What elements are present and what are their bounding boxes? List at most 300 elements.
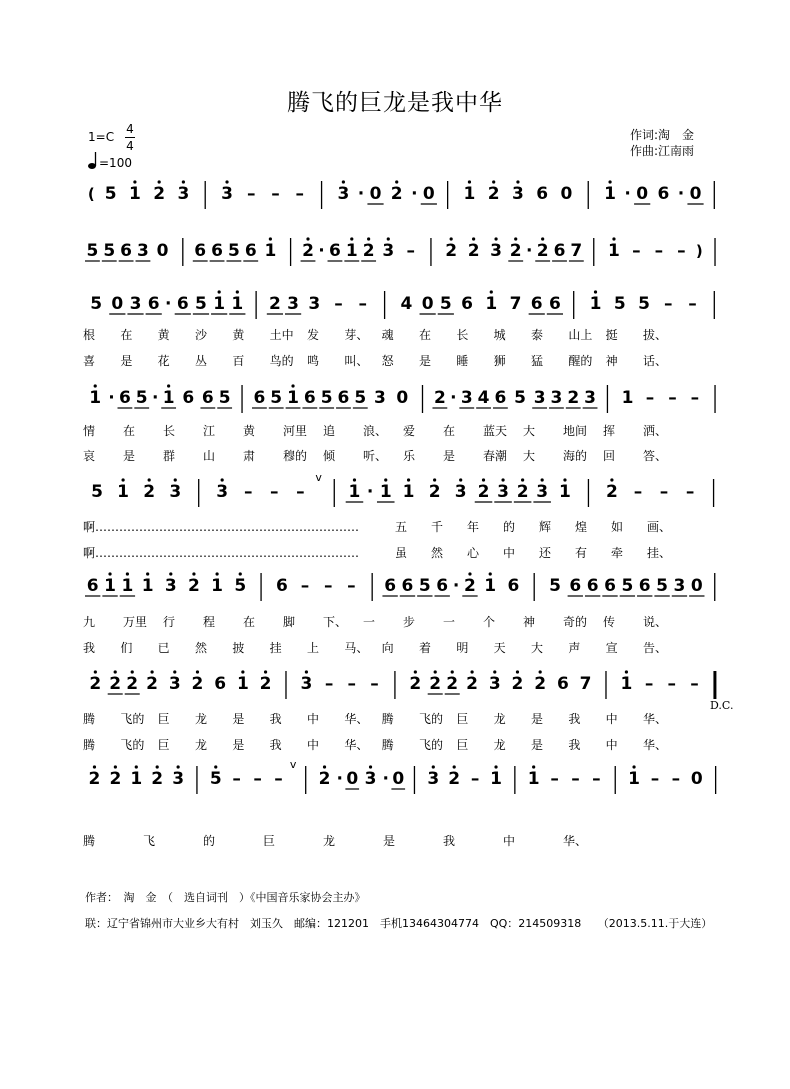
lyric-syllable: 是 (383, 834, 396, 848)
octave-dot (369, 765, 372, 768)
note: 3 (673, 576, 686, 596)
lyric-syllable: 是 (232, 712, 245, 726)
lyric-syllable: 我 (269, 712, 282, 726)
note: 1 (621, 388, 634, 408)
note: 6 (194, 241, 207, 261)
lyric-syllable: 个 (483, 615, 496, 629)
lyric-syllable: 肃 (243, 449, 256, 463)
note: 6 (201, 388, 214, 408)
lyric-syllable: 宣 (605, 641, 618, 655)
note: 3 (536, 482, 549, 502)
octave-dot (407, 478, 410, 481)
note: 2 (466, 674, 479, 694)
lyric-syllable: 在 (243, 615, 256, 629)
lyric-syllable: 腾 (381, 738, 394, 752)
note: 5 (209, 769, 222, 789)
dot-mark: · (452, 576, 460, 596)
note: 3 (584, 388, 596, 408)
note: 0 (346, 769, 359, 789)
lyric-syllable: 追 (323, 424, 336, 438)
lyric-syllable: 大 (523, 424, 536, 438)
lyric-syllable: 华、 (643, 712, 668, 726)
octave-dot (468, 180, 471, 183)
lyric-syllable: 是 (123, 449, 136, 463)
note: 1 (402, 482, 415, 502)
note: 5 (135, 388, 148, 408)
note: 2 (487, 184, 500, 204)
lyric-syllable: 沙 (195, 328, 208, 342)
dash-note: – (650, 769, 660, 789)
note: 6 (494, 388, 507, 408)
note: 1 (484, 576, 497, 596)
octave-dot (450, 237, 453, 240)
lyric-syllable: 泰 (531, 328, 544, 342)
note: 1 (264, 241, 277, 261)
note: 5 (354, 388, 367, 408)
dot-mark: · (165, 294, 172, 314)
note: 1 (589, 294, 602, 314)
note: 6 (604, 576, 616, 596)
lyric-syllable: 倾 (323, 449, 336, 463)
dot-mark: · (525, 241, 533, 261)
note: 2 (89, 674, 102, 694)
note: 3 (427, 769, 440, 789)
octave-dot (434, 670, 437, 673)
lyric-syllable: 天 (493, 641, 506, 655)
note: 2 (146, 674, 159, 694)
lyric-syllable: 五 (395, 520, 408, 534)
lyric-syllable: 神 (605, 354, 618, 368)
lyric-syllable: 龙 (195, 712, 208, 726)
lyric-syllable: 挂 (269, 641, 282, 655)
score-line-3 (80, 287, 730, 327)
note: 0 (392, 769, 405, 789)
note: 6 (244, 241, 257, 261)
dot-mark: · (411, 184, 418, 204)
note: 3 (287, 294, 300, 314)
lyric-row-10 (83, 736, 703, 754)
octave-dot (468, 572, 471, 575)
note: 1 (608, 241, 620, 261)
octave-dot (196, 670, 199, 673)
lyric-syllable: 中 (605, 738, 618, 752)
lyric-syllable: 巨 (157, 712, 170, 726)
lyric-syllable: 华、 (643, 738, 668, 752)
note: 0 (689, 184, 702, 204)
dash-note: – (632, 241, 641, 261)
lyric-syllable: 话、 (643, 354, 668, 368)
octave-dot (158, 180, 161, 183)
octave-dot (367, 237, 370, 240)
time-sig-top: 4 (126, 122, 134, 136)
score-line-8 (80, 758, 730, 802)
composer-credit: 作曲:江南雨 (630, 144, 695, 158)
octave-dot (122, 478, 125, 481)
note: 5 (218, 388, 231, 408)
note: 3 (164, 576, 177, 596)
note: 2 (143, 482, 156, 502)
lyric-row-9 (83, 710, 703, 728)
score-line-6 (80, 569, 730, 609)
note: 5 (270, 388, 283, 408)
note: 1 (379, 482, 392, 502)
note: 2 (445, 241, 458, 261)
dash-note: – (644, 674, 654, 694)
lyric-syllable: 鸣 (307, 354, 320, 368)
note: 6 (507, 576, 520, 596)
note: 1 (104, 576, 116, 596)
lyric-syllable: 明 (456, 641, 469, 655)
note: 2 (126, 674, 139, 694)
note: 3 (337, 184, 350, 204)
lyric-syllable: 腾 (83, 738, 96, 752)
note: 5 (638, 294, 650, 314)
note: 6 (329, 241, 341, 261)
note: 0 (560, 184, 573, 204)
lyric-syllable: 万里 (123, 615, 148, 629)
lyric-syllable: 行 (163, 615, 176, 629)
note: 1 (162, 388, 175, 408)
lyric-syllable: 哀 (83, 449, 96, 463)
lyric-syllable: 拔、 (643, 328, 668, 342)
lyric-syllable: 乐 (403, 449, 416, 463)
octave-dot (493, 670, 496, 673)
lyric-syllable: 喜 (83, 354, 96, 368)
octave-dot (594, 290, 597, 293)
note: 1 (485, 294, 498, 314)
note: 2 (362, 241, 375, 261)
lyric-syllable: 答、 (643, 449, 668, 463)
octave-dot (192, 572, 195, 575)
lyric-syllable: 狮 (493, 354, 506, 368)
lyric-syllable: 怒 (381, 354, 394, 368)
dash-note: – (406, 241, 415, 261)
note: 2 (567, 388, 580, 408)
lyric-syllable: 飞 (143, 834, 156, 848)
lyric-syllable: 向 (381, 641, 394, 655)
lyric-syllable: 黄 (157, 328, 170, 342)
note: 0 (111, 294, 124, 314)
note: 6 (275, 576, 288, 596)
note: 3 (168, 674, 181, 694)
lyric-syllable: 还 (539, 546, 552, 560)
octave-dot (148, 478, 151, 481)
note: 2 (188, 576, 200, 596)
note: 6 (461, 294, 473, 314)
lyric-syllable: 一 (363, 615, 376, 629)
octave-dot (625, 670, 628, 673)
lyric-syllable: 我 (568, 712, 581, 726)
lyric-row-2 (83, 352, 703, 370)
octave-dot (516, 670, 519, 673)
lyric-syllable: 城 (493, 328, 506, 342)
note: 3 (169, 482, 182, 502)
note: 1 (213, 294, 226, 314)
note: 4 (400, 294, 413, 314)
octave-dot (414, 670, 417, 673)
lyric-syllable: 牵 (611, 546, 624, 560)
octave-dot (451, 670, 454, 673)
note: 1 (117, 482, 130, 502)
note: 1 (628, 769, 640, 789)
octave-dot (521, 478, 524, 481)
lyric-syllable: 披 (232, 641, 245, 655)
lyric-syllable: 龙 (323, 834, 336, 848)
note: 2 (153, 184, 166, 204)
note: 1 (121, 576, 134, 596)
dash-note: – (270, 482, 279, 502)
score-line-7 (80, 667, 730, 707)
octave-dot (236, 290, 239, 293)
octave-dot (342, 180, 345, 183)
lyric-syllable: 大 (523, 449, 536, 463)
octave-dot (306, 237, 309, 240)
dot-mark: · (318, 241, 325, 261)
note: 5 (613, 294, 626, 314)
note: 1 (490, 769, 502, 789)
lyric-syllable: 在 (443, 424, 456, 438)
lyric-syllable: 龙 (493, 712, 506, 726)
dot-mark: · (151, 388, 159, 408)
note: 6 (536, 184, 549, 204)
lyric-syllable: 在 (123, 424, 136, 438)
dash-note: – (571, 769, 580, 789)
song-title: 腾飞的巨龙是我中华 (287, 90, 503, 116)
octave-dot (490, 290, 493, 293)
breath-mark: v (315, 471, 322, 484)
lyric-syllable: 巨 (263, 834, 276, 848)
note: ( (87, 185, 95, 203)
dot-mark: · (366, 482, 374, 502)
note: 3 (137, 241, 149, 261)
octave-dot (514, 237, 517, 240)
note: 1 (604, 184, 616, 204)
note: 6 (337, 388, 350, 408)
note: 6 (147, 294, 160, 314)
note: 3 (382, 241, 395, 261)
lyric-syllable: 中 (605, 712, 618, 726)
lyric-syllable: 千 (431, 520, 444, 534)
score-line-5 (80, 471, 730, 515)
lyric-syllable: 心 (467, 546, 480, 560)
octave-dot (470, 670, 473, 673)
note: 3 (490, 241, 502, 261)
dash-note: – (347, 576, 356, 596)
note: 3 (488, 674, 501, 694)
note: 1 (527, 769, 540, 789)
note: 1 (463, 184, 476, 204)
lyric-syllable: 飞的 (419, 712, 444, 726)
lyric-syllable: 海的 (563, 449, 588, 463)
lyric-syllable: 根 (83, 328, 96, 342)
dash-note: – (295, 184, 305, 204)
tempo-marking (87, 151, 132, 171)
note: 3 (216, 482, 229, 502)
lyric-syllable: 程 (203, 615, 216, 629)
note: 0 (396, 388, 409, 408)
dash-note: – (690, 388, 700, 408)
note: 6 (548, 294, 561, 314)
lyric-row-11 (83, 832, 703, 850)
note: 3 (373, 388, 386, 408)
octave-dot (432, 765, 435, 768)
lyric-syllable: 我 (443, 834, 456, 848)
dot-mark: · (336, 769, 343, 789)
lyric-syllable: 我 (269, 738, 282, 752)
note: 2 (433, 388, 446, 408)
note: 0 (690, 576, 703, 596)
score-line-4 (80, 381, 730, 421)
note: 1 (89, 388, 102, 408)
note: 2 (605, 482, 618, 502)
note: 1 (287, 388, 299, 408)
note: 5 (104, 184, 117, 204)
note: 2 (428, 482, 441, 502)
lyric-syllable: 挥 (603, 424, 616, 438)
octave-dot (323, 765, 326, 768)
dash-note: – (671, 769, 681, 789)
tempo-value: =100 (99, 156, 132, 170)
note: 6 (211, 241, 223, 261)
lyric-syllable: 长 (456, 328, 469, 342)
octave-dot (459, 478, 462, 481)
octave-dot (492, 180, 495, 183)
lyric-syllable: 一 (443, 615, 456, 629)
lyric-syllable: 叫、 (344, 354, 369, 368)
dash-note: – (253, 769, 262, 789)
lyric-row-5 (83, 518, 703, 536)
lyric-syllable: 花 (157, 354, 170, 368)
footer-contact: 联：辽宁省锦州市大业乡大有村 刘玉久 邮编：121201 手机13464304774 QQ：214509318 （2013.5.11.于大连） (85, 917, 713, 930)
note: 3 (308, 294, 321, 314)
note: 2 (448, 769, 461, 789)
note: 2 (88, 769, 101, 789)
lyric-syllable: 睡 (456, 354, 469, 368)
lyric-row-6 (83, 544, 703, 562)
note: ) (695, 242, 703, 260)
note: 0 (636, 184, 649, 204)
note: 0 (421, 294, 434, 314)
dash-note: – (358, 294, 368, 314)
note: 5 (549, 576, 561, 596)
da-capo-mark: D.C. (710, 699, 734, 712)
dash-note: – (232, 769, 241, 789)
lyric-syllable: 龙 (493, 738, 506, 752)
note: 0 (690, 769, 703, 789)
note: 1 (211, 576, 224, 596)
lyric-syllable: 长 (163, 424, 176, 438)
octave-dot (291, 384, 294, 387)
lyric-syllable: 山上 (568, 328, 593, 342)
lyric-syllable: 神 (523, 615, 536, 629)
dash-note: – (685, 482, 695, 502)
note: 2 (464, 576, 476, 596)
octave-dot (169, 572, 172, 575)
octave-dot (608, 180, 611, 183)
lyric-syllable: 飞的 (419, 738, 444, 752)
octave-dot (239, 572, 242, 575)
octave-dot (305, 670, 308, 673)
octave-dot (541, 478, 544, 481)
note: 6 (182, 388, 195, 408)
lyric-syllable: 在 (419, 328, 432, 342)
note: 2 (516, 482, 529, 502)
octave-dot (433, 478, 436, 481)
lyric-syllable: 春潮 (483, 449, 508, 463)
octave-dot (215, 572, 218, 575)
note: 3 (364, 769, 377, 789)
note: 3 (460, 388, 473, 408)
note: 2 (390, 184, 403, 204)
dash-note: – (645, 388, 655, 408)
note: 3 (497, 482, 509, 502)
note: 5 (621, 576, 634, 596)
dash-note: – (667, 674, 677, 694)
note: 6 (657, 184, 670, 204)
octave-dot (114, 670, 117, 673)
lyric-syllable: 山 (203, 449, 216, 463)
octave-dot (472, 237, 475, 240)
note: 2 (191, 674, 204, 694)
lyric-syllable: 告、 (643, 641, 668, 655)
note: 6 (384, 576, 397, 596)
note: 2 (477, 482, 490, 502)
lyric-syllable: 步 (403, 615, 416, 629)
note: 5 (320, 388, 333, 408)
octave-dot (94, 670, 97, 673)
dot-mark: · (357, 184, 365, 204)
octave-dot (387, 237, 390, 240)
note: 3 (533, 388, 546, 408)
dash-note: – (688, 294, 697, 314)
note: 5 (90, 294, 103, 314)
dash-note: – (243, 482, 253, 502)
lyric-syllable: 我 (568, 738, 581, 752)
lyric-syllable: 中 (503, 834, 516, 848)
lyric-syllable: 然 (195, 641, 208, 655)
note: 4 (477, 388, 490, 408)
note: 1 (236, 674, 249, 694)
octave-dot (501, 478, 504, 481)
lyric-syllable: 江 (203, 424, 216, 438)
dot-mark: · (382, 769, 389, 789)
lyric-syllable: 中 (307, 738, 320, 752)
lyric-syllable: 啊………………………………………………………… (83, 520, 360, 534)
octave-dot (131, 670, 134, 673)
lyric-syllable: 有 (575, 546, 588, 560)
lyric-syllable: 黄 (243, 424, 256, 438)
lyric-syllable: 虽 (395, 546, 408, 560)
dash-note: – (296, 482, 305, 502)
note: 5 (439, 294, 452, 314)
lyric-syllable: 脚 (283, 615, 296, 629)
note: 1 (620, 674, 633, 694)
octave-dot (177, 765, 180, 768)
octave-dot (114, 765, 117, 768)
note: 6 (214, 674, 227, 694)
octave-dot (146, 572, 149, 575)
octave-dot (350, 237, 353, 240)
note: 3 (550, 388, 563, 408)
note: 6 (86, 576, 99, 596)
lyric-row-8 (83, 639, 703, 657)
dash-note: – (677, 241, 686, 261)
lyric-syllable: 情 (83, 424, 96, 438)
lyric-syllable: 腾 (83, 712, 96, 726)
lyric-syllable: 回 (603, 449, 616, 463)
lyric-syllable: 猛 (531, 354, 544, 368)
lyric-syllable: 群 (163, 449, 176, 463)
